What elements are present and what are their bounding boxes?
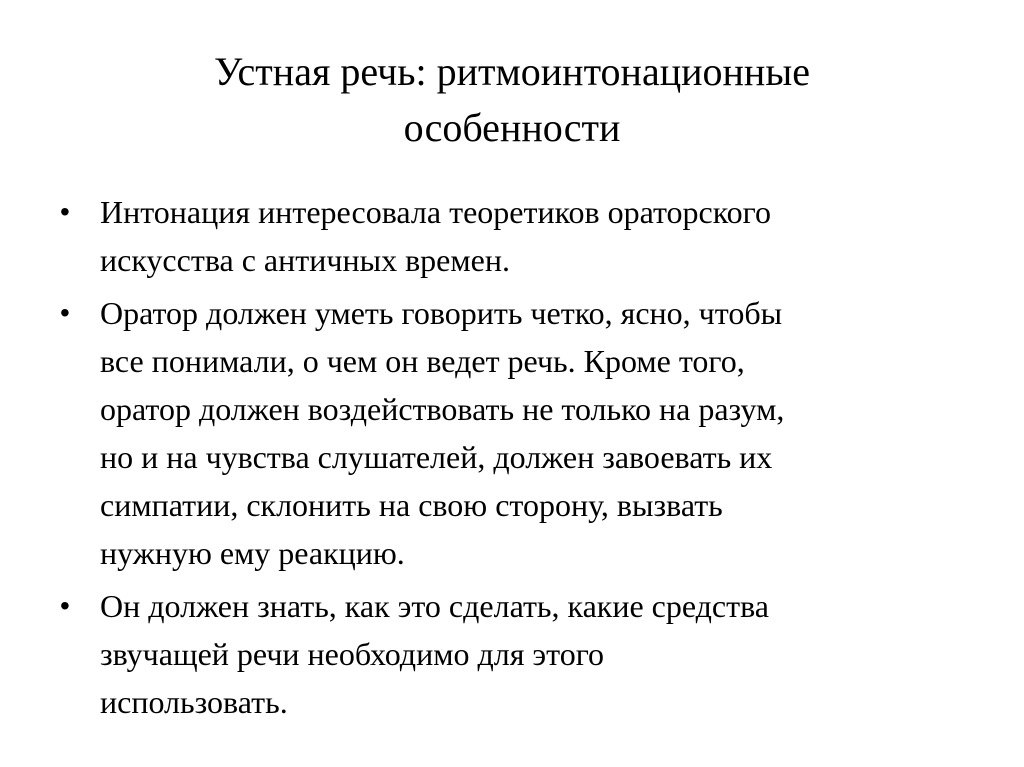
bullet-text-line: нужную ему реакцию. [100,535,405,571]
bullet-item [60,582,980,726]
slide-title-line: особенности [403,105,621,150]
bullet-dot-icon: • [60,196,70,227]
slide-title-line: Устная речь: ритмоинтонационные [214,49,810,94]
bullet-text-line: оратор должен воздействовать не только на разум, [100,391,785,427]
bullet-text-line: симпатии, склонить на свою сторону, вызвать [100,487,723,523]
bullet-item [60,289,980,577]
slide-title [60,44,964,156]
bullet-dot-icon: • [60,297,70,328]
bullet-text-line: Оратор должен уметь говорить четко, ясно, чтобы [100,295,783,331]
bullet-list [60,188,980,731]
bullet-text-line: звучащей речи необходимо для этого [100,636,605,672]
bullet-item [60,188,980,284]
bullet-text-line: все понимали, о чем он ведет речь. Кроме того, [100,343,745,379]
bullet-text-line: Он должен знать, как это сделать, какие средства [100,588,769,624]
bullet-text-line: использовать. [100,684,288,720]
bullet-text-line: Интонация интересовала теоретиков ораторского [100,194,771,230]
bullet-text-line: но и на чувства слушателей, должен завоевать их [100,439,773,475]
bullet-dot-icon: • [60,590,70,621]
bullet-text-line: искусства с античных времен. [100,242,510,278]
